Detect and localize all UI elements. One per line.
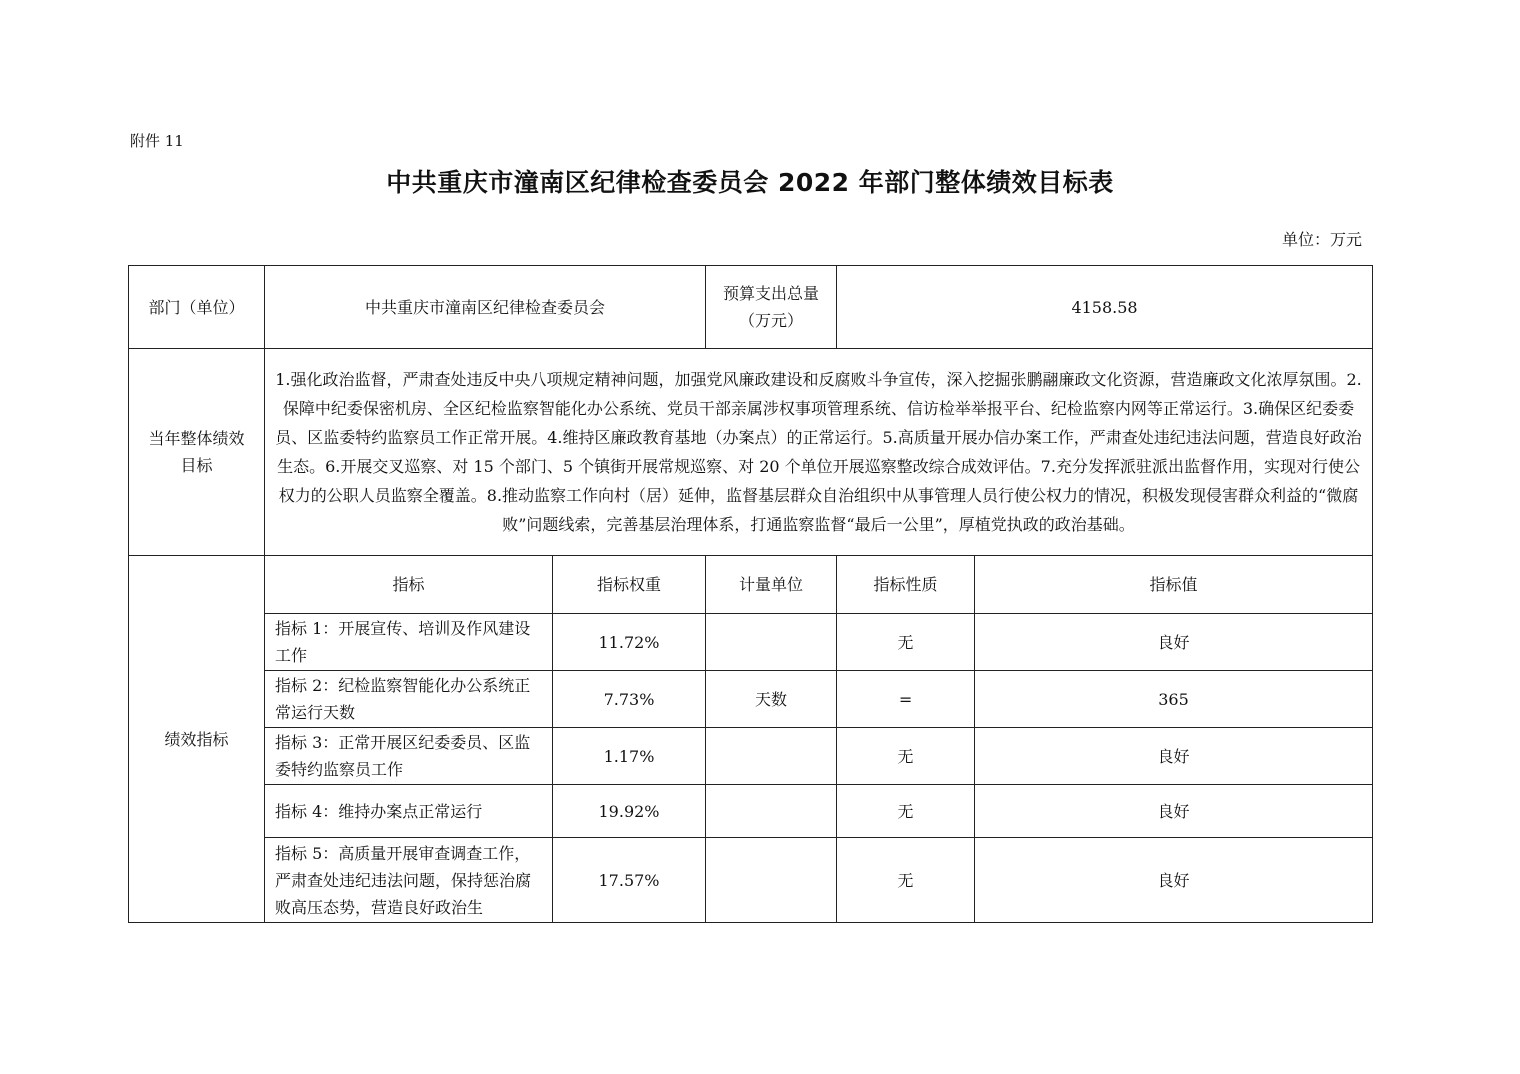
indicator-unit (706, 838, 837, 923)
page-title: 中共重庆市潼南区纪律检查委员会 2022 年部门整体绩效目标表 (386, 168, 1114, 197)
table-row (129, 671, 1373, 728)
budget-label: 预算支出总量（万元） (706, 266, 837, 349)
indicator-value: 良好 (975, 728, 1373, 785)
dept-name: 中共重庆市潼南区纪律检查委员会 (265, 266, 706, 349)
indicator-name: 指标 2：纪检监察智能化办公系统正常运行天数 (265, 671, 553, 728)
budget-value: 4158.58 (837, 266, 1373, 349)
indicator-nature: = (837, 671, 975, 728)
indicator-name: 指标 3：正常开展区纪委委员、区监委特约监察员工作 (265, 728, 553, 785)
indicator-unit (706, 614, 837, 671)
indicator-value: 良好 (975, 838, 1373, 923)
unit-label: 单位：万元 (1281, 230, 1362, 249)
indicator-nature: 无 (837, 785, 975, 838)
column-header-value: 指标值 (975, 556, 1373, 614)
goal-row (129, 349, 1373, 556)
indicator-section-label: 绩效指标 (129, 556, 265, 923)
indicator-value: 良好 (975, 785, 1373, 838)
indicator-weight: 19.92% (553, 785, 706, 838)
table-row (129, 838, 1373, 923)
indicator-value: 365 (975, 671, 1373, 728)
column-header-indicator: 指标 (265, 556, 553, 614)
indicator-unit: 天数 (706, 671, 837, 728)
indicator-header-row (129, 556, 1373, 614)
indicator-name: 指标 4：维持办案点正常运行 (265, 785, 553, 838)
performance-table (128, 265, 1373, 923)
indicator-weight: 11.72% (553, 614, 706, 671)
column-header-nature: 指标性质 (837, 556, 975, 614)
header-row (129, 266, 1373, 349)
goal-text: 1.强化政治监督，严肃查处违反中央八项规定精神问题，加强党风廉政建设和反腐败斗争宣传，深入挖掘张鹏翮廉政文化资源，营造廉政文化浓厚氛围。2.保障中纪委保密机房、全区纪检监察智能化办公系统、党员干部亲属涉权事项管理系统、信访检举举报平台、纪检监察内网等正常运行。3.确保区纪委委员、区监委特约监察员工作正常开展。4.维持区廉政教育基地（办案点）的正常运行。5.高质量开展办信办案工作，严肃查处违纪违法问题，营造良好政治生态。6.开展交叉巡察、对 15 个部门、5 个镇街开展常规巡察、对 20 个单位开展巡察整改综合成效评估。7.充分发挥派驻派出监督作用，实现对行使公权力的公职人员监察全覆盖。8.推动监察工作向村（居）延伸，监督基层群众自治组织中从事管理人员行使公权力的情况，积极发现侵害群众利益的“微腐败”问题线索，完善基层治理体系，打通监察监督“最后一公里”，厚植党执政的政治基础。 (265, 349, 1373, 556)
table-row (129, 614, 1373, 671)
indicator-weight: 17.57% (553, 838, 706, 923)
indicator-nature: 无 (837, 728, 975, 785)
goal-label: 当年整体绩效目标 (129, 349, 265, 556)
column-header-unit: 计量单位 (706, 556, 837, 614)
attachment-label: 附件 11 (130, 132, 184, 150)
indicator-unit (706, 728, 837, 785)
table-row (129, 728, 1373, 785)
indicator-weight: 7.73% (553, 671, 706, 728)
indicator-weight: 1.17% (553, 728, 706, 785)
table-row (129, 785, 1373, 838)
indicator-nature: 无 (837, 838, 975, 923)
dept-label: 部门（单位） (129, 266, 265, 349)
indicator-name: 指标 5：高质量开展审查调查工作，严肃查处违纪违法问题，保持惩治腐败高压态势，营造良好政治生 (265, 838, 553, 923)
indicator-value: 良好 (975, 614, 1373, 671)
column-header-weight: 指标权重 (553, 556, 706, 614)
indicator-name: 指标 1：开展宣传、培训及作风建设工作 (265, 614, 553, 671)
indicator-unit (706, 785, 837, 838)
indicator-nature: 无 (837, 614, 975, 671)
